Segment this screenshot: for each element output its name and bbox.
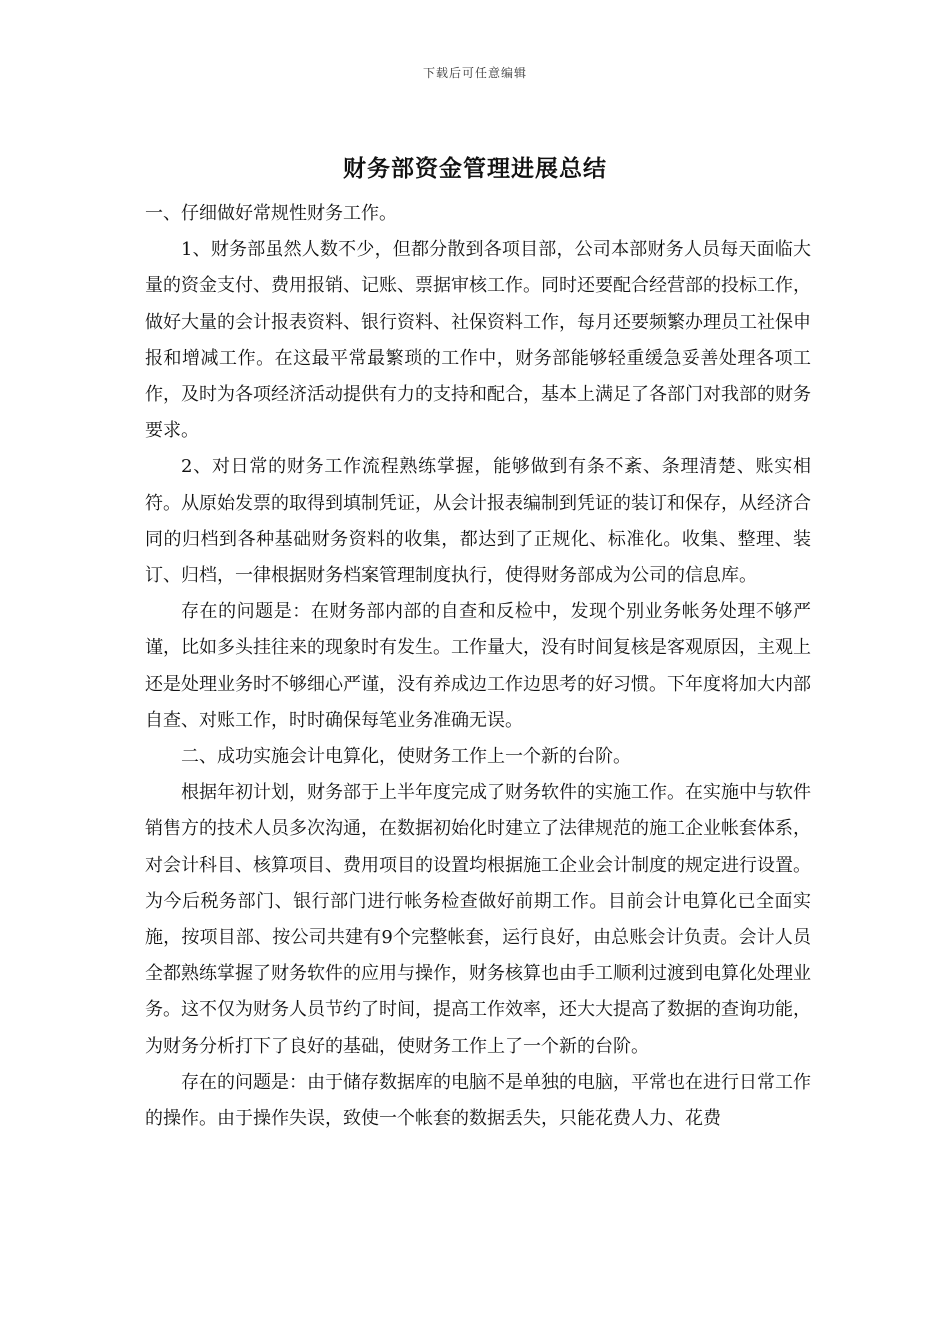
section-heading-1: 一、仔细做好常规性财务工作。 [145, 203, 397, 224]
header-note: 下载后可任意编辑 [422, 66, 527, 80]
paragraph-item-2: 2、对日常的财务工作流程熟练掌握，能够做到有条不紊、条理清楚、账实相符。从原始发票的取得到填制凭证，从会计报表编制到凭证的装订和保存，从经济合同的归档到各种基础财务资料的收集，都达到了正规化、标准化。收集、整理、装订、归档，一律根据财务档案管理制度执行，使得财务部成为公司的信息库。 [145, 456, 811, 587]
document-body [145, 196, 811, 1137]
section-heading-2: 二、成功实施会计电算化，使财务工作上一个新的台阶。 [181, 746, 631, 768]
paragraph-item-1: 1、财务部虽然人数不少，但都分散到各项目部，公司本部财务人员每天面临大量的资金支付、费用报销、记账、票据审核工作。同时还要配合经营部的投标工作，做好大量的会计报表资料、银行资料、社保资料工作，每月还要频繁办理员工社保申报和增减工作。在这最平常最繁琐的工作中，财务部能够轻重缓急妥善处理各项工作，及时为各项经济活动提供有力的支持和配合，基本上满足了各部门对我部的财务要求。 [145, 239, 811, 442]
document-title: 财务部资金管理进展总结 [343, 155, 607, 182]
paragraph-implementation: 根据年初计划，财务部于上半年度完成了财务软件的实施工作。在实施中与软件销售方的技术人员多次沟通，在数据初始化时建立了法律规范的施工企业帐套体系，对会计科目、核算项目、费用项目的设置均根据施工企业会计制度的规定进行设置。为今后税务部门、银行部门进行帐务检查做好前期工作。目前会计电算化已全面实施，按项目部、按公司共建有9个完整帐套，运行良好，由总账会计负责。会计人员全都熟练掌握了财务软件的应用与操作，财务核算也由手工顺利过渡到电算化处理业务。这不仅为财务人员节约了时间，提高工作效率，还大大提高了数据的查询功能，为财务分析打下了良好的基础，使财务工作上了一个新的台阶。 [145, 782, 811, 1057]
paragraph-problems-1: 存在的问题是：在财务部内部的自查和反检中，发现个别业务帐务处理不够严谨，比如多头挂往来的现象时有发生。工作量大，没有时间复核是客观原因，主观上还是处理业务时不够细心严谨，没有养成边工作边思考的好习惯。下年度将加大内部自查、对账工作，时时确保每笔业务准确无误。 [145, 601, 811, 731]
paragraph-problems-2: 存在的问题是：由于储存数据库的电脑不是单独的电脑，平常也在进行日常工作的操作。由于操作失误，致使一个帐套的数据丢失，只能花费人力、花费 [145, 1071, 811, 1130]
